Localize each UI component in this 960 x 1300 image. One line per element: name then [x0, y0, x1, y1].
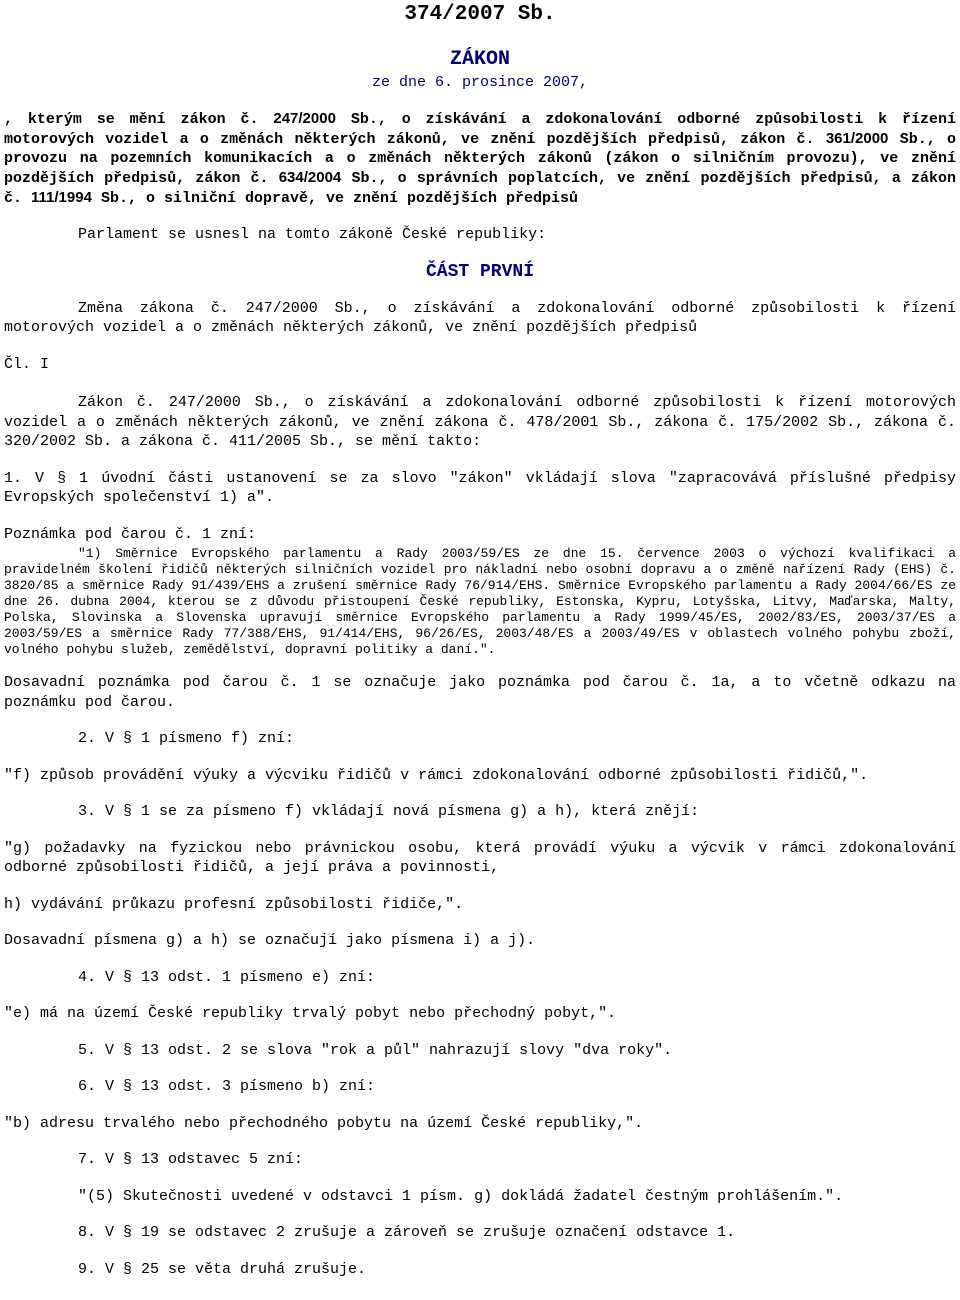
change-title: Změna zákona č. 247/2000 Sb., o získávání a zdokonalování odborné způsobilosti k řízení motorových vozidel a o změnách některých zákonů, ve znění pozdějších předpisů: [4, 299, 956, 336]
amendment-item-7-text: "(5) Skutečnosti uvedené v odstavci 1 písm. g) dokládá žadatel čestným prohlášením.".: [78, 1187, 844, 1205]
document-type: ZÁKON: [449, 48, 510, 71]
subject-part: Sb., o správních poplatcích, ve znění pozdějších předpisů, a zákon č.: [4, 170, 956, 207]
amendment-item-2-text: "f) způsob provádění výuky a výcviku řidičů v rámci zdokonalování odborné způsobilosti řidičů,".: [4, 766, 869, 784]
amendment-item-4: 4. V § 13 odst. 1 písmeno e) zní:: [78, 968, 376, 986]
subject-part: Sb., o silniční dopravě, ve znění pozdějších předpisů: [91, 190, 579, 207]
amendment-item-3-rename: Dosavadní písmena g) a h) se označují jako písmena i) a j).: [4, 932, 536, 949]
law-number: 634/2004: [278, 169, 342, 186]
article-heading: Čl. I: [4, 355, 50, 373]
subject-part: Sb., o získávání a zdokonalování odborné způsobilosti k řízení motorových vozidel a o změnách některých zákonů, ve znění pozdějších předpisů, zákon č.: [4, 111, 956, 148]
footnote-rename: Dosavadní poznámka pod čarou č. 1 se označuje jako poznámka pod čarou č. 1a, a to včetně odkazu na poznámku pod čarou.: [4, 674, 956, 711]
amendment-item-4-text: "e) má na území České republiky trvalý pobyt nebo přechodný pobyt,".: [4, 1005, 617, 1022]
law-document: [4, 0, 956, 1279]
document-date: ze dne 6. prosince 2007,: [371, 74, 589, 91]
subject-part: , kterým se mění zákon č.: [4, 111, 274, 128]
article-intro: Zákon č. 247/2000 Sb., o získávání a zdokonalování odborné způsobilosti k řízení motorových vozidel a o změnách některých zákonů, ve znění zákona č. 478/2001 Sb., zákona č. 175/2002 Sb., zákona č. 320/2002 Sb. a zákona č. 411/2005 Sb., se mění takto:: [4, 394, 956, 450]
parliament-statement: Parlament se usnesl na tomto zákoně České republiky:: [78, 226, 547, 243]
amendment-item-6: 6. V § 13 odst. 3 písmeno b) zní:: [78, 1078, 376, 1095]
footnote-label: Poznámka pod čarou č. 1 zní:: [4, 525, 257, 543]
amendment-item-8: 8. V § 19 se odstavec 2 zrušuje a zároveň se zrušuje označení odstavce 1.: [78, 1224, 736, 1241]
part-heading: ČÁST PRVNÍ: [425, 261, 535, 282]
law-number: 247/2000: [273, 110, 336, 127]
amendment-item-3-h: h) vydávání průkazu profesní způsobilosti řidiče,".: [4, 895, 464, 913]
law-number: 111/1994: [31, 189, 92, 206]
amendment-item-2: 2. V § 1 písmeno f) zní:: [78, 730, 295, 747]
footnote-text: "1) Směrnice Evropského parlamentu a Rady 2003/59/ES ze dne 15. července 2003 o výchozí kvalifikaci a pravidelném školení řidičů některých silničních vozidel pro nákladní nebo osobní dopravu a o změně nařízení Rady (EHS) č. 3820/85 a směrnice Rady 91/439/EHS a zrušení směrnice Rady 76/914/EHS. Směrnice Evropského parlamentu a Rady 2004/66/ES ze dne 26. dubna 2004, kterou se z důvodu přistoupení České republiky, Estonska, Kypru, Lotyšska, Litvy, Maďarska, Malty, Polska, Slovinska a Slovenska upravují směrnice Evropského parlamentu a Rady 1999/45/ES, 2002/83/ES, 2003/37/ES a 2003/59/ES a směrnice Rady 77/388/EHS, 91/414/EHS, 96/26/ES, 2003/48/ES a 2003/49/ES v oblastech volného pohybu zboží, volného pohybu služeb, zemědělství, dopravní politiky a daní.".: [4, 546, 956, 657]
amendment-item-9: 9. V § 25 se věta druhá zrušuje.: [78, 1260, 367, 1278]
amendment-item-7: 7. V § 13 odstavec 5 zní:: [78, 1151, 304, 1168]
law-number: 361/2000: [825, 130, 889, 147]
amendment-item-5: 5. V § 13 odst. 2 se slova "rok a půl" nahrazují slovy "dva roky".: [78, 1041, 673, 1059]
amendment-item-3: 3. V § 1 se za písmeno f) vkládají nová písmena g) a h), která znějí:: [78, 803, 700, 820]
amendment-item-3-g: "g) požadavky na fyzickou nebo právnickou osobu, která provádí výuku a výcvik v rámci zdokonalování odborné způsobilosti řidičů, a její práva a povinnosti,: [4, 839, 956, 876]
subject-part: Sb., o provozu na pozemních komunikacích a o změnách některých zákonů (zákon o silničním provozu), ve znění pozdějších předpisů, zákon č.: [4, 131, 956, 187]
amendment-item-6-text: "b) adresu trvalého nebo přechodného pobytu na území České republiky,".: [4, 1114, 644, 1132]
amendment-item-1: 1. V § 1 úvodní části ustanovení se za slovo "zákon" vkládají slova "zapracovává příslušné předpisy Evropských společenství 1) a".: [4, 469, 956, 506]
law-subject: [4, 109, 956, 208]
document-number: 374/2007 Sb.: [404, 3, 556, 26]
